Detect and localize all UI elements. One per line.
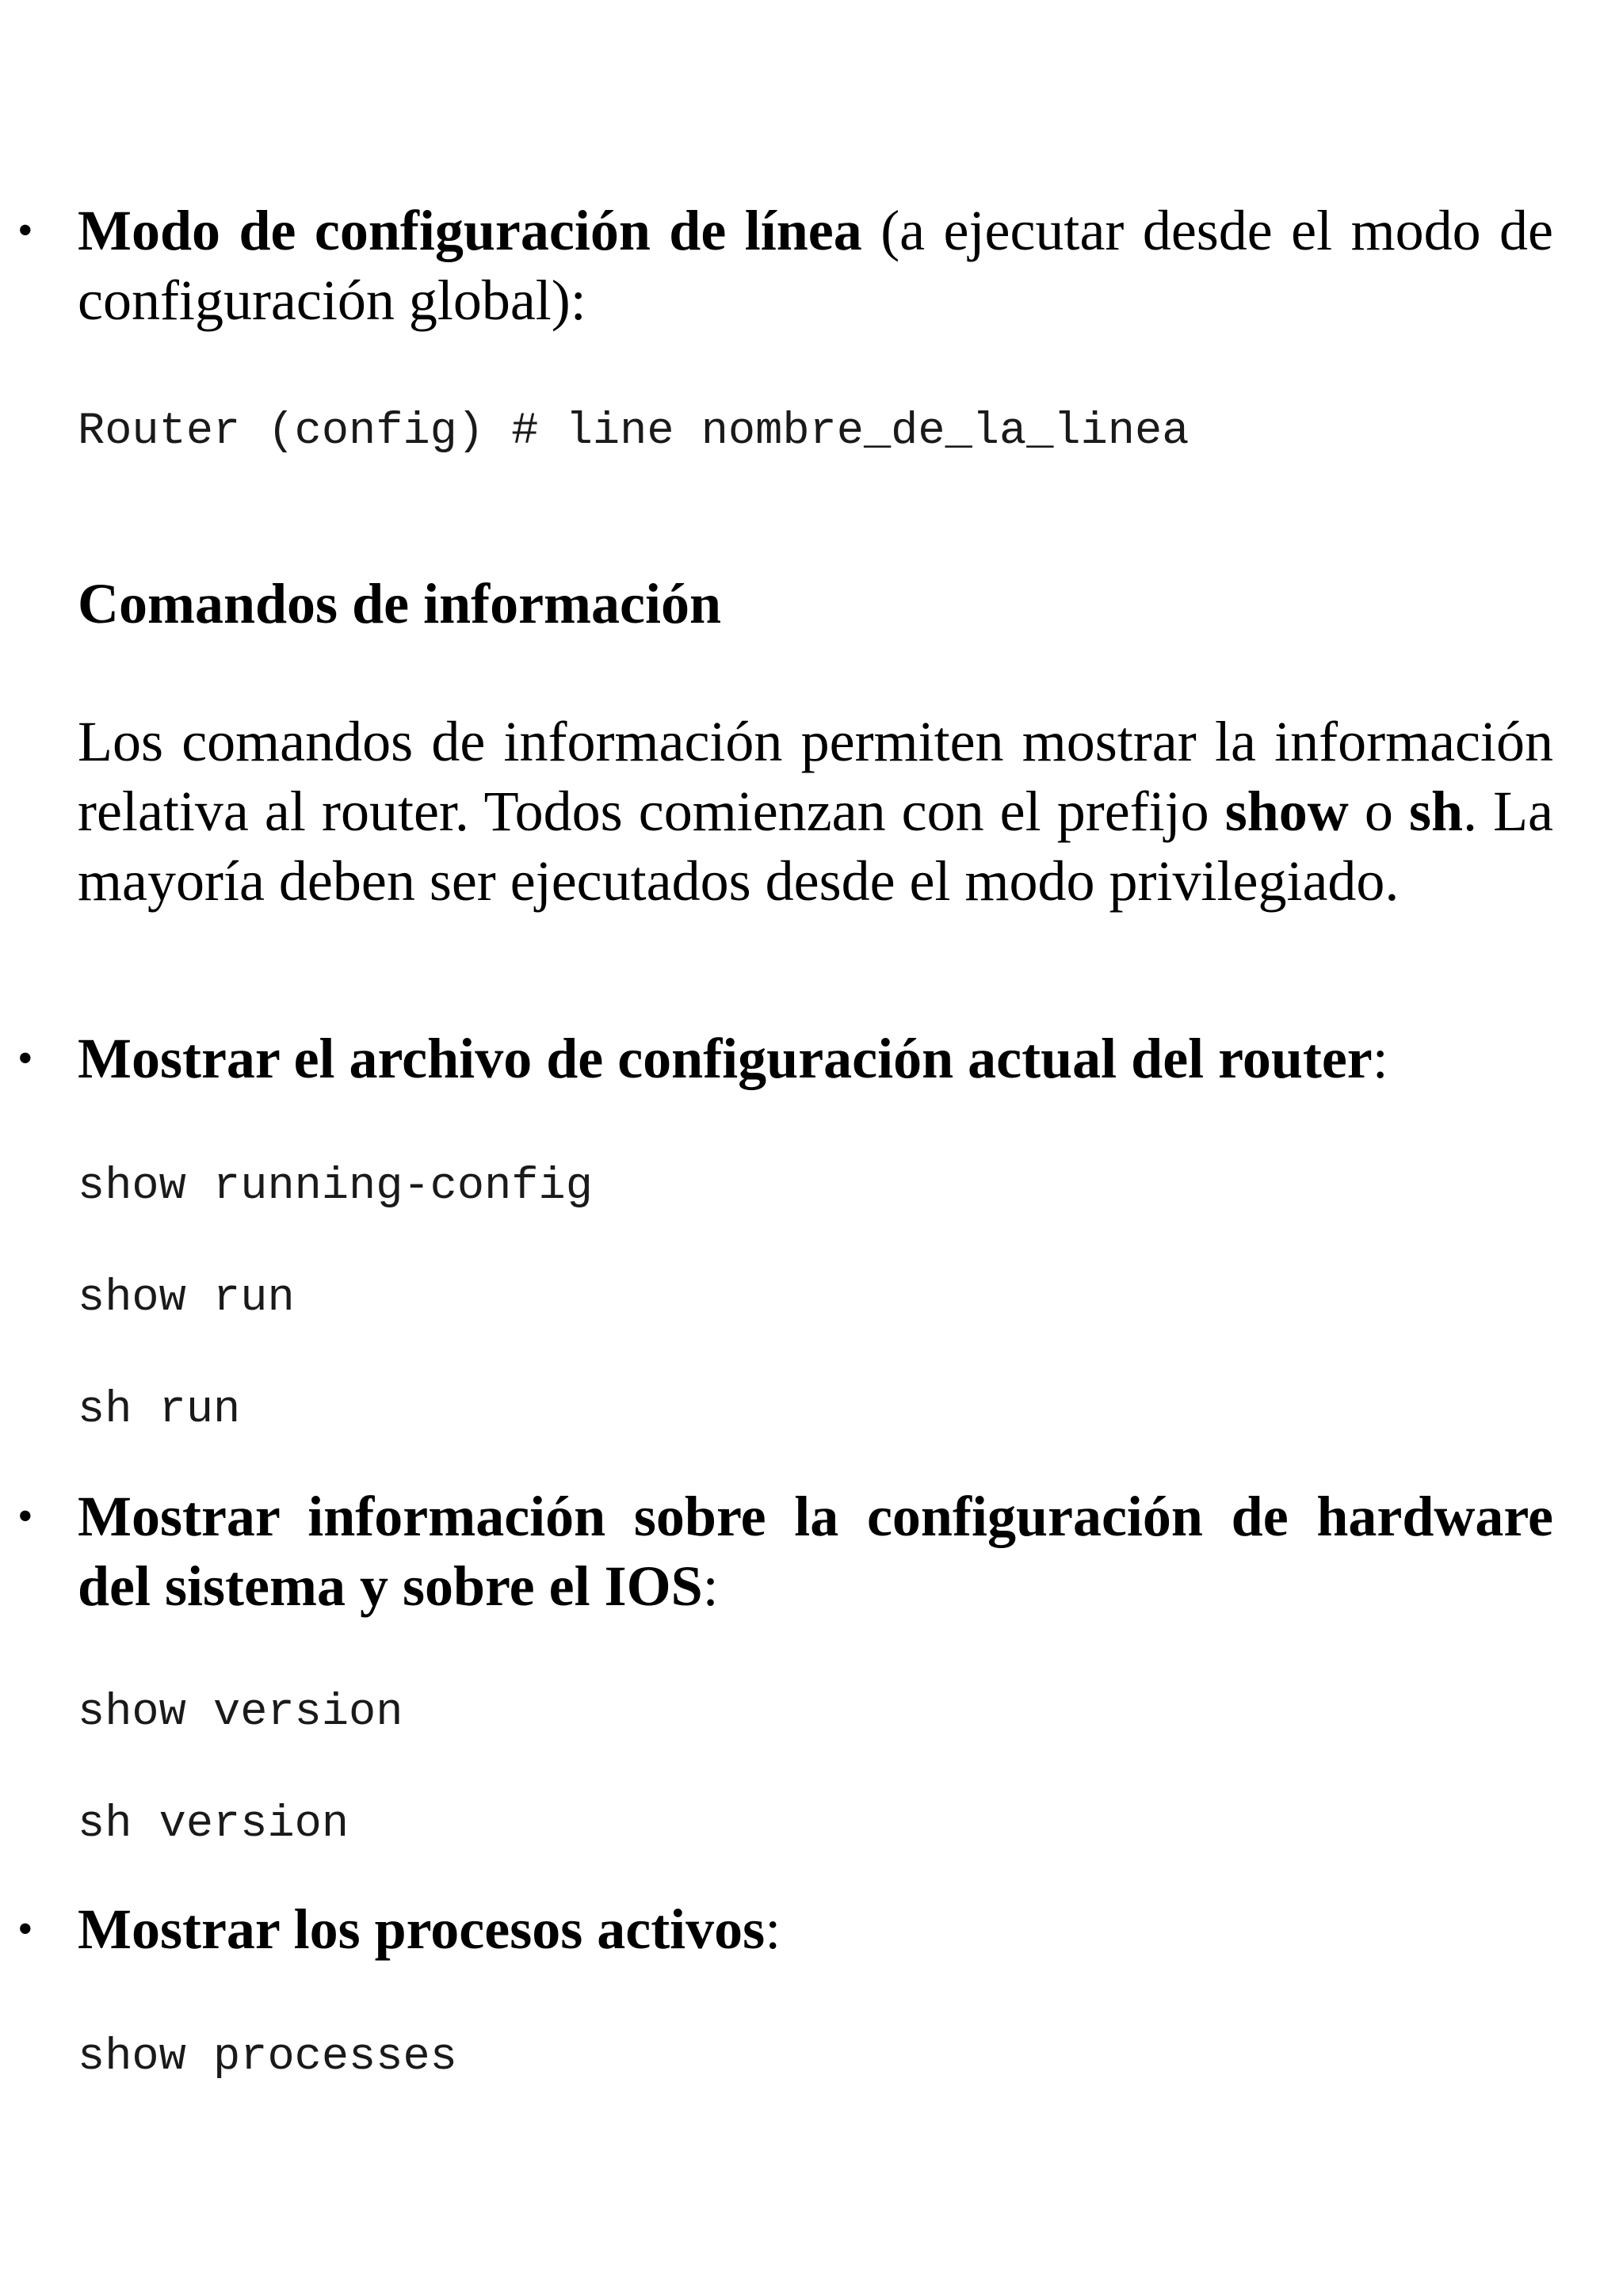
processes-paragraph [78,1894,1553,1964]
version-heading: Mostrar información sobre la configuración de hardware del sistema y sobre el IOS [78,1485,1553,1618]
keyword-show: show [1224,780,1349,843]
keyword-sh: sh [1408,780,1463,843]
info-text-1: Los comandos de información permiten mostrar la información relativa al router. Todos comienzan con el prefijo [78,710,1553,843]
line-mode-paragraph [78,196,1553,335]
info-text-2: o [1348,780,1409,843]
command-sh-run: sh run [78,1385,241,1436]
processes-heading: Mostrar los procesos activos [78,1897,766,1961]
bullet-marker: • [17,1034,33,1083]
running-config-heading: Mostrar el archivo de configuración actual del router [78,1027,1373,1090]
bullet-marker: • [17,206,33,255]
running-config-colon: : [1372,1027,1388,1090]
running-config-paragraph [78,1024,1553,1093]
bullet-marker: • [17,1905,33,1954]
line-mode-command: Router (config) # line nombre_de_la_linea [78,406,1190,457]
info-text-3: . La mayoría deben ser ejecutados desde el modo privilegiado. [78,780,1554,913]
line-mode-heading: Modo de configuración de línea [78,199,862,262]
version-paragraph [78,1482,1553,1621]
line-mode-description: (a ejecutar desde el modo de configuración global): [78,199,1553,332]
version-colon: : [702,1554,719,1618]
processes-colon: : [765,1897,781,1961]
info-paragraph [78,707,1553,916]
command-show-processes: show processes [78,2032,457,2083]
command-sh-version: sh version [78,1799,349,1850]
bullet-marker: • [17,1492,33,1541]
info-section-title: Comandos de información [78,572,722,635]
command-show-run: show run [78,1273,295,1324]
command-show-running-config: show running-config [78,1161,593,1212]
command-show-version: show version [78,1688,403,1738]
